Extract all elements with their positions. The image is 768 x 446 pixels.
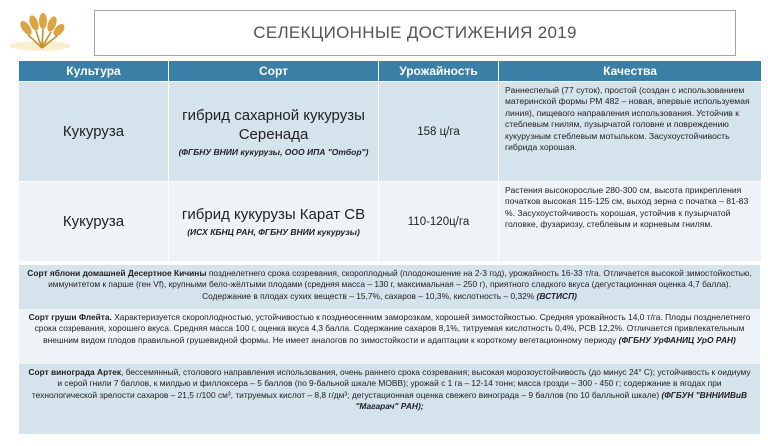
variety-org: (ФГБНУ ВНИИ кукурузы, ООО ИПА "Отбор") xyxy=(178,146,369,157)
variety-name: гибрид сахарной кукурузы Серенада xyxy=(182,106,365,143)
crop-cell: Кукуруза xyxy=(19,182,169,262)
note-apple xyxy=(18,265,761,309)
variety-org: (ИСХ КБНЦ РАН, ФГБНУ ВНИИ кукурузы) xyxy=(187,227,360,237)
note-label: Сорт яблони домашней Десертное Кичины xyxy=(27,268,207,278)
note-text: , бессемянный, столового направления использования, очень раннего срока созревания; высокая морозоустойчивость (до минус 24° С); устойчивость к оидиуму и серой гнили 7 баллов, к милдью и филлоксера – 5 баллов (по 9-бальной шкале МОВВ); урожай с 1 га – 12-14 тонн; масса грозди – 300 - 450 г; содержание в ягодах при технологической зрелости сахаров – 21,5 г/100 см³, титруемых кислот – 8,8 г/дм³; дегустационная оценка свежего винограда – 9 баллов (по 10 балльной шкале) xyxy=(31,367,751,400)
note-text: Характеризуется скороплодностью, устойчивостью к позднеосенним заморозкам, хорошей зимостойкостью. Средняя урожайность 14,0 т/га. Плоды позднелетнего срока созревания, хорошего вкуса. Средняя масса 100 г, оценка вкуса 4,3 балла. Содержание сахаров 8,1%, титруемая кислотность 0,4%, РСВ 12,2%. Отличается привлекательным внешним видом плодов правильной грушевидной формы. Не имеет аналогов по зимостойкости и адаптации к короткому вегетационному периоду xyxy=(34,312,751,345)
header-qualities: Качества xyxy=(499,61,762,82)
wheat-ears-icon xyxy=(6,8,76,54)
header-yield: Урожайность xyxy=(379,61,499,82)
note-source: (ВСТИСП) xyxy=(536,290,577,301)
note-source: (ФГБУН "ВННИИВиВ "Магарач" РАН); xyxy=(355,389,748,412)
note-text: позднелетнего срока созревания, скороплодный (плодоношение на 2-3 год), урожайность 16-33 т/га. Отличается высокой зимостойкостью, иммунитетом к парше (ген Vf), крупными бело-жёлтыми плодами (средняя масса – 130 г, максимальная – 250 г), приятного сладкого вкуса (дегустационная оценка 4,7 балла). Содержание в плодах сухих веществ – 15,7%, сахаров – 10,3%, кислотность – 0,32% xyxy=(48,268,752,301)
table-row xyxy=(19,82,762,182)
header-crop: Культура xyxy=(19,61,169,82)
yield-cell: 110-120ц/га xyxy=(379,182,499,262)
page-title: СЕЛЕКЦИОННЫЕ ДОСТИЖЕНИЯ 2019 xyxy=(253,23,577,42)
yield-cell: 158 ц/га xyxy=(379,82,499,182)
note-label: Сорт груши Флейта. xyxy=(28,312,112,322)
variety-name: гибрид кукурузы Карат СВ xyxy=(181,206,366,223)
qualities-cell: Раннеспелый (77 суток), простой (создан с использованием материнской формы РМ 482 – новая, впервые используемая линия), пищевого направления использования. Устойчив к стеблевым гнилям, пузырчатой головне и повреждению кукурузным стеблевым мотыльком. Засухоустойчивость гибрида хорошая. xyxy=(499,82,762,182)
note-label: Сорт винограда Артек xyxy=(28,367,122,377)
header-variety: Сорт xyxy=(169,61,379,82)
variety-cell xyxy=(169,82,379,182)
achievements-table xyxy=(18,60,762,262)
note-grape xyxy=(18,364,761,434)
note-source: (ФГБНУ УрФАНИЦ УрО РАН) xyxy=(618,334,736,345)
title-box xyxy=(94,10,736,56)
table-header-row xyxy=(19,61,762,82)
note-pear xyxy=(18,309,761,364)
crop-cell: Кукуруза xyxy=(19,82,169,182)
qualities-cell: Растения высокорослые 280-300 см, высота прикрепления початков высокая 115-125 см, выход зерна с початка – 81-83 %. Засухоустойчивость хорошая, устойчив к пузырчатой головке, фузариозу, стеблевым и корневым гнилям. xyxy=(499,182,762,262)
table-row xyxy=(19,182,762,262)
variety-cell xyxy=(169,182,379,262)
